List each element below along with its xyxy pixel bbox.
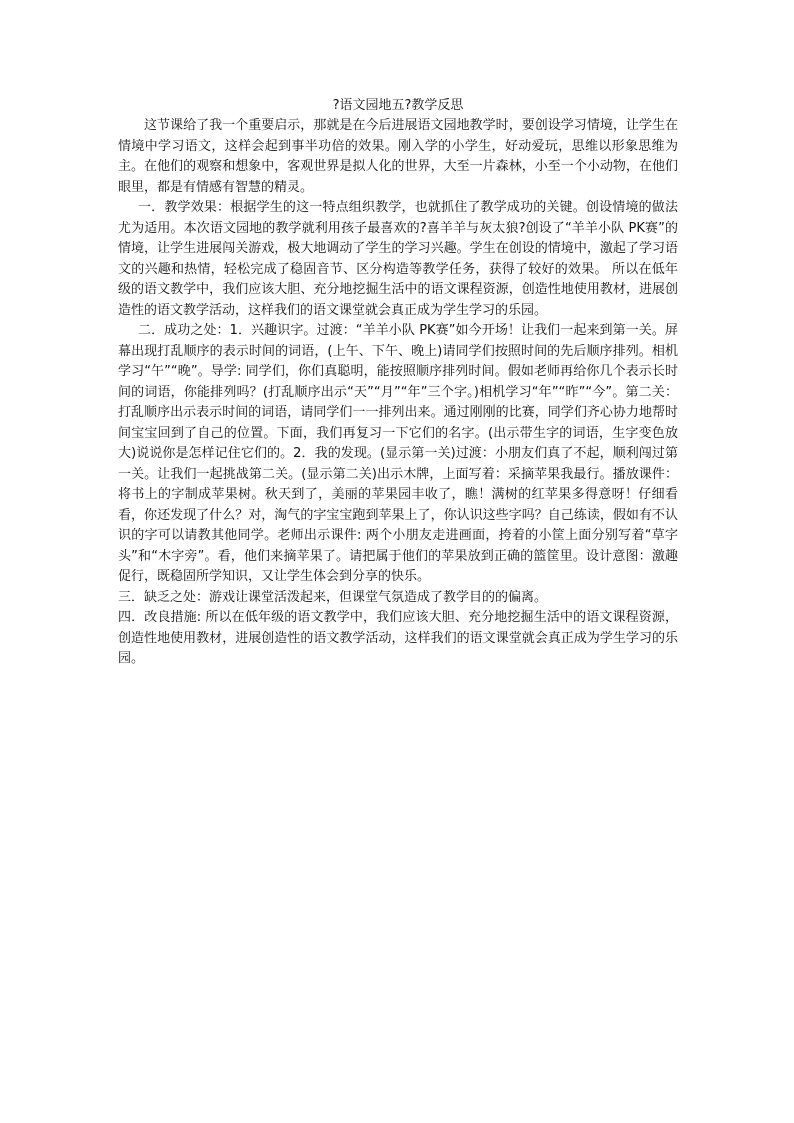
paragraph-improvements: 四．改良措施: 所以在低年级的语文教学中，我们应该大胆、充分地挖掘生活中的语文课程资源，创造性地使用教材，进展创造性的语文教学活动，这样我们的语文课堂就会真正成为学生学习的乐园。 — [118, 610, 678, 666]
document-title: ?语文园地五?教学反思 — [332, 98, 464, 113]
paragraph-successes: 二．成功之处：1．兴趣识字。过渡：“羊羊小队 PK赛”如今开场！让我们一起来到第一关。屏幕出现打乱顺序的表示时间的词语，(上午、下午、晚上)请同学们按照时间的先后顺序排列。相机学习“午”“晚”。导学: 同学们，你们真聪明，能按照顺序排列时间。假如老师再给你几个表示长时间的词语，你能排列吗？(打乱顺序出示“天”“月”“年”三个字。)相机学习“年”“昨”“今”。第二关：打乱顺序出示表示时间的词语，请同学们一一排列出来。通过刚刚的比赛，同学们齐心协力地帮时间宝宝回到了自己的位置。下面，我们再复习一下它们的名字。(出示带生字的词语，生字变色放大)说说你是怎样记住它们的。2．我的发现。(显示第一关)过渡：小朋友们真了不起，顺利闯过第一关。让我们一起挑战第二关。(显示第二关)出示木牌，上面写着：采摘苹果我最行。播放课件：将书上的字制成苹果树。秋天到了，美丽的苹果园丰收了，瞧！满树的红苹果多得意呀！仔细看看，你还发现了什么？对，淘气的字宝宝跑到苹果上了，你认识这些字吗？自己练读，假如有不认识的字可以请教其他同学。老师出示课件: 两个小朋友走进画面，挎着的小筐上面分别写着“草字头”和“木字旁”。看，他们来摘苹果了。请把属于他们的苹果放到正确的篮筐里。设计意图：激趣促行，既稳固所学知识，又让学生体会到分享的快乐。 — [118, 323, 678, 584]
paragraph-teaching-effect: 一．教学效果：根据学生的这一特点组织教学，也就抓住了教学成功的关键。创设情境的做法尤为适用。本次语文园地的教学就利用孩子最喜欢的?喜羊羊与灰太狼?创设了“羊羊小队 PK赛”的情境，让学生进展闯关游戏，极大地调动了学生的学习兴趣。学生在创设的情境中，激起了学习语文的兴趣和热情，轻松完成了稳固音节、区分构造等教学任务，获得了较好的效果。 所以在低年级的语文教学中，我们应该大胆、充分地挖掘生活中的语文课程资源，创造性地使用教材，进展创造性的语文教学活动，这样我们的语文课堂就会真正成为学生学习的乐园。 — [118, 200, 678, 318]
paragraph-intro: 这节课给了我一个重要启示，那就是在今后进展语文园地教学时，要创设学习情境，让学生在情境中学习语文，这样会起到事半功倍的效果。刚入学的小学生，好动爱玩，思维以形象思维为主。在他们的观察和想象中，客观世界是拟人化的世界，大至一片森林，小至一个小动物，在他们眼里，都是有情感有智慧的精灵。 — [118, 118, 678, 195]
paragraph-shortcomings: 三．缺乏之处：游戏让课堂活泼起来，但课堂气氛造成了教学目的的偏离。 — [118, 589, 548, 605]
document-page — [118, 97, 678, 670]
